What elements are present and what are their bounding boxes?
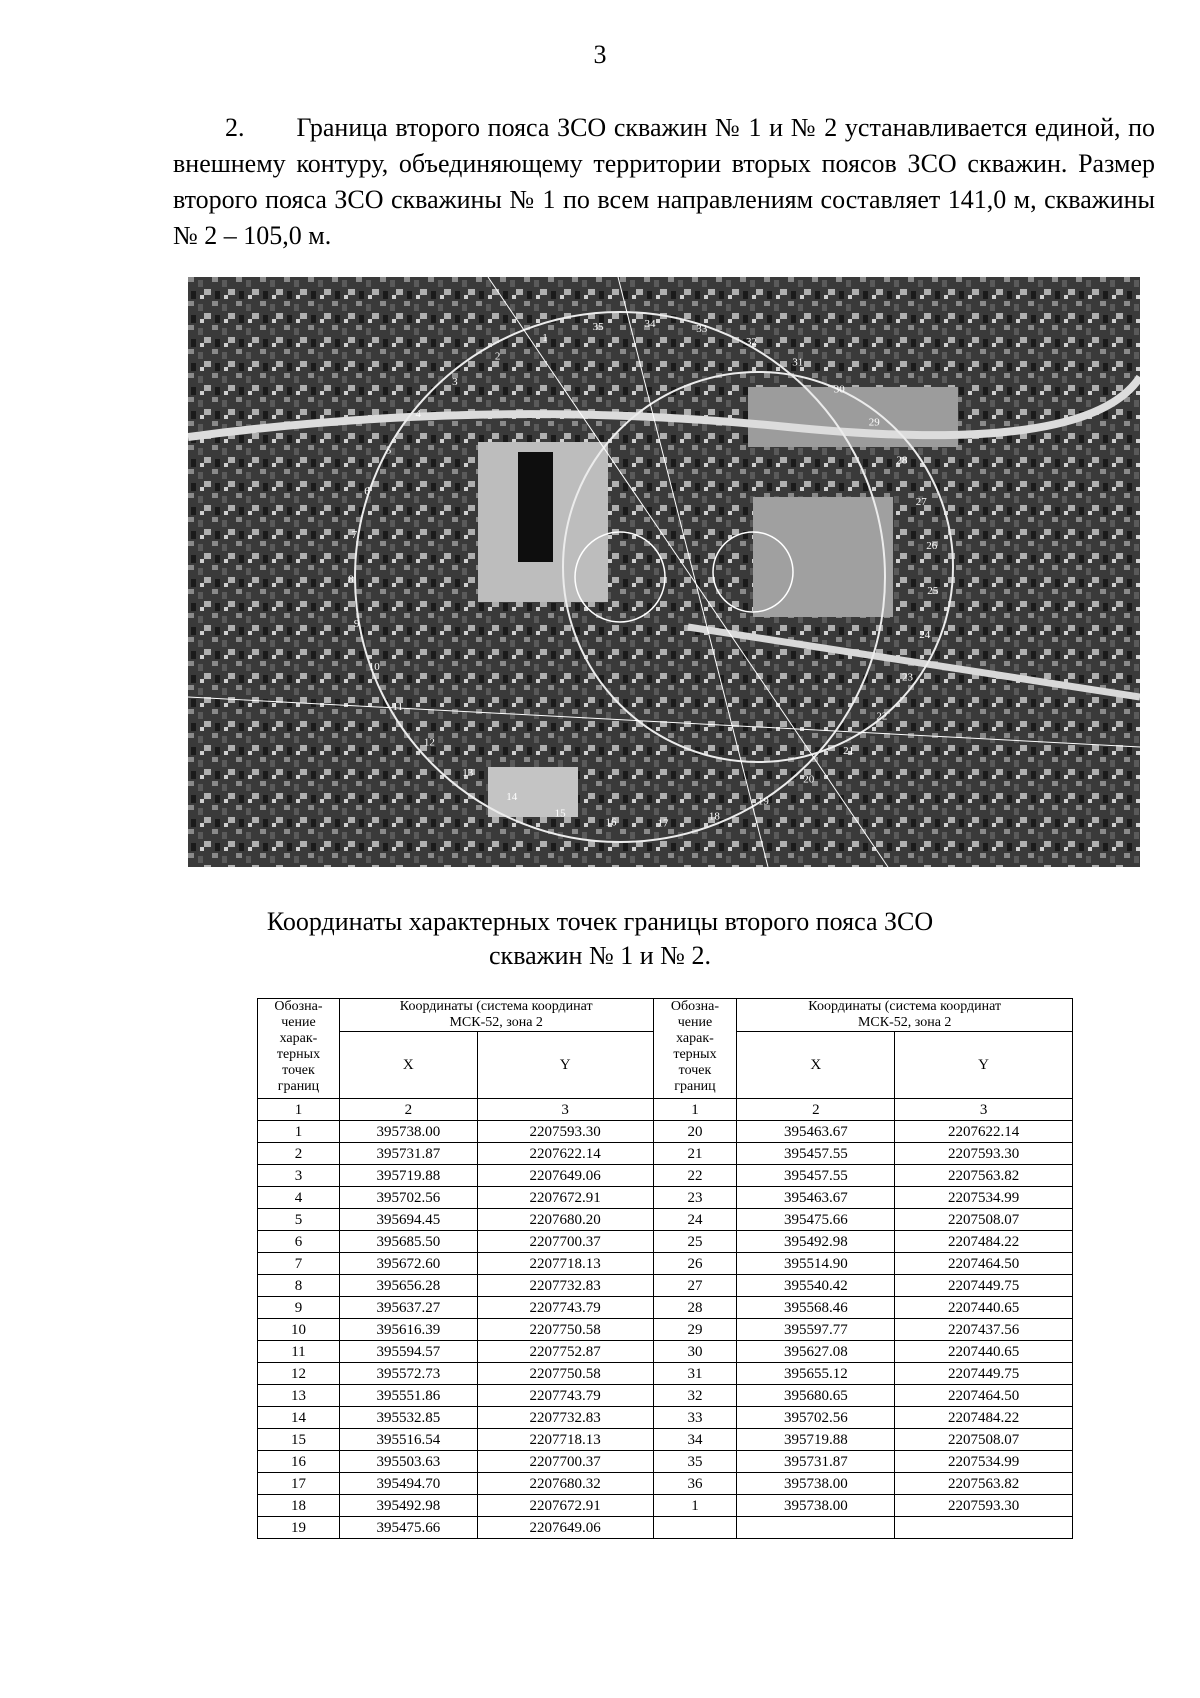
point-number: 25 [653, 1231, 737, 1253]
map-point-label: 4 [415, 407, 421, 420]
coord-x: 395738.00 [339, 1121, 477, 1143]
map-point-label: 33 [696, 323, 708, 336]
coord-y: 2207743.79 [477, 1297, 653, 1319]
coord-y: 2207484.22 [895, 1407, 1073, 1429]
coord-y: 2207464.50 [895, 1253, 1073, 1275]
map-svg [188, 277, 1140, 867]
table-row [258, 1451, 1073, 1473]
point-number: 3 [258, 1165, 340, 1187]
point-number: 1 [258, 1121, 340, 1143]
coord-x: 395457.55 [737, 1165, 895, 1187]
coord-x: 395672.60 [339, 1253, 477, 1275]
point-number: 33 [653, 1407, 737, 1429]
point-number: 18 [258, 1495, 340, 1517]
coord-y: 2207672.91 [477, 1187, 653, 1209]
coord-x: 395463.67 [737, 1121, 895, 1143]
coord-x: 395738.00 [737, 1495, 895, 1517]
map-point-label: 29 [868, 416, 880, 429]
coord-x: 395463.67 [737, 1187, 895, 1209]
paragraph-boundary: 2. Граница второго пояса ЗСО скважин № 1 и № 2 устанавливается единой, по внешнему контуру, объединяющему территории вторых поясов ЗСО скважин. Размер второго пояса ЗСО скважины № 1 по всем направлениям составляет 141,0 м, скважины № 2 – 105,0 м. [173, 113, 1155, 250]
coord-y: 2207622.14 [895, 1121, 1073, 1143]
map-point-label: 24 [919, 629, 931, 642]
building [753, 497, 893, 617]
map-point-label: 26 [926, 540, 938, 552]
header-y: Y [477, 1032, 653, 1099]
coord-y: 2207718.13 [477, 1429, 653, 1451]
map-point-label: 12 [423, 736, 435, 749]
map-point-label: 16 [605, 816, 617, 829]
map-point-label: 25 [927, 584, 939, 597]
point-number: 7 [258, 1253, 340, 1275]
coord-x: 395694.45 [339, 1209, 477, 1231]
table-row [258, 1187, 1073, 1209]
coord-x: 395656.28 [339, 1275, 477, 1297]
point-number: 30 [653, 1341, 737, 1363]
header-coordinates: Координаты (система координат МСК-52, зона 2 [339, 999, 653, 1032]
map-point-label: 31 [792, 356, 804, 369]
table-row [258, 1495, 1073, 1517]
coord-y: 2207700.37 [477, 1231, 653, 1253]
map-point-label: 13 [462, 766, 474, 779]
coord-y: 2207440.65 [895, 1297, 1073, 1319]
map-point-label: 15 [554, 807, 566, 820]
map-point-label: 19 [757, 795, 769, 808]
table-row [258, 1231, 1073, 1253]
point-number: 11 [258, 1341, 340, 1363]
map-point-label: 2 [494, 350, 501, 363]
map-point-label: 8 [348, 573, 354, 586]
table-row [258, 1121, 1073, 1143]
coord-y: 2207440.65 [895, 1341, 1073, 1363]
map-point-label: 7 [351, 528, 358, 541]
coord-y: 2207743.79 [477, 1385, 653, 1407]
coord-x: 395702.56 [339, 1187, 477, 1209]
map-point-label: 10 [368, 661, 380, 674]
point-number: 23 [653, 1187, 737, 1209]
point-number: 6 [258, 1231, 340, 1253]
map-point-label: 28 [896, 454, 908, 467]
coord-x: 395719.88 [339, 1165, 477, 1187]
map-point-label: 11 [392, 701, 403, 713]
point-number: 35 [653, 1451, 737, 1473]
map-point-label: 23 [902, 671, 913, 684]
coord-y: 2207534.99 [895, 1451, 1073, 1473]
coord-y: 2207750.58 [477, 1363, 653, 1385]
coord-y [895, 1517, 1073, 1539]
table-row [258, 1275, 1073, 1297]
coord-x: 395572.73 [339, 1363, 477, 1385]
point-number: 9 [258, 1297, 340, 1319]
column-number: 3 [477, 1099, 653, 1121]
column-number: 2 [737, 1099, 895, 1121]
point-number: 34 [653, 1429, 737, 1451]
point-number: 27 [653, 1275, 737, 1297]
water-pond [518, 452, 553, 562]
point-number: 20 [653, 1121, 737, 1143]
map-point-label: 35 [592, 321, 604, 334]
coord-x: 395475.66 [339, 1517, 477, 1539]
header-y: Y [895, 1032, 1073, 1099]
coord-x: 395719.88 [737, 1429, 895, 1451]
coord-y: 2207680.20 [477, 1209, 653, 1231]
coord-x: 395516.54 [339, 1429, 477, 1451]
table-heading-line1: Координаты характерных точек границы второго пояса ЗСО [266, 907, 934, 936]
coord-y: 2207464.50 [895, 1385, 1073, 1407]
column-number: 2 [339, 1099, 477, 1121]
column-number-row [258, 1099, 1073, 1121]
point-number: 24 [653, 1209, 737, 1231]
coord-x: 395457.55 [737, 1143, 895, 1165]
coord-x: 395597.77 [737, 1319, 895, 1341]
coord-y: 2207622.14 [477, 1143, 653, 1165]
coord-x [737, 1517, 895, 1539]
point-number: 16 [258, 1451, 340, 1473]
point-number: 10 [258, 1319, 340, 1341]
point-number: 14 [258, 1407, 340, 1429]
map-point-label: 18 [708, 810, 720, 823]
coord-x: 395616.39 [339, 1319, 477, 1341]
coord-x: 395540.42 [737, 1275, 895, 1297]
coord-y: 2207508.07 [895, 1429, 1073, 1451]
map-point-label: 3 [452, 376, 458, 389]
map-point-label: 6 [364, 485, 370, 498]
map-point-label: 22 [876, 710, 888, 723]
page-number: 3 [593, 40, 607, 69]
coordinates-table [257, 998, 1073, 1539]
coord-y: 2207508.07 [895, 1209, 1073, 1231]
header-point-designation: Обозна- чение харак- терных точек границ [653, 999, 737, 1099]
coord-x: 395637.27 [339, 1297, 477, 1319]
table-row [258, 1209, 1073, 1231]
map-point-label: 30 [833, 383, 845, 396]
table-row [258, 1517, 1073, 1539]
point-number: 32 [653, 1385, 737, 1407]
coord-y: 2207534.99 [895, 1187, 1073, 1209]
coord-y: 2207718.13 [477, 1253, 653, 1275]
coord-x: 395475.66 [737, 1209, 895, 1231]
coord-x: 395492.98 [339, 1495, 477, 1517]
column-number: 1 [258, 1099, 340, 1121]
point-number: 31 [653, 1363, 737, 1385]
table-row [258, 1253, 1073, 1275]
header-point-designation: Обозна- чение харак- терных точек границ [258, 999, 340, 1099]
point-number: 4 [258, 1187, 340, 1209]
table-row [258, 1319, 1073, 1341]
coord-y: 2207484.22 [895, 1231, 1073, 1253]
satellite-map [188, 277, 1140, 867]
point-number: 1 [653, 1495, 737, 1517]
table-row [258, 1473, 1073, 1495]
map-point-label: 9 [353, 618, 360, 631]
point-number: 13 [258, 1385, 340, 1407]
coord-x: 395627.08 [737, 1341, 895, 1363]
point-number: 2 [258, 1143, 340, 1165]
column-number: 1 [653, 1099, 737, 1121]
coord-y: 2207649.06 [477, 1517, 653, 1539]
point-number: 19 [258, 1517, 340, 1539]
point-number: 26 [653, 1253, 737, 1275]
coord-x: 395494.70 [339, 1473, 477, 1495]
map-point-label: 20 [803, 773, 815, 786]
coord-y: 2207563.82 [895, 1473, 1073, 1495]
coord-y: 2207732.83 [477, 1275, 653, 1297]
coord-x: 395594.57 [339, 1341, 477, 1363]
table-row [258, 1363, 1073, 1385]
coord-x: 395568.46 [737, 1297, 895, 1319]
point-number: 36 [653, 1473, 737, 1495]
coord-x: 395685.50 [339, 1231, 477, 1253]
map-point-label: 34 [644, 318, 656, 331]
coord-x: 395503.63 [339, 1451, 477, 1473]
map-point-label: 5 [385, 444, 392, 457]
point-number: 21 [653, 1143, 737, 1165]
coord-y: 2207649.06 [477, 1165, 653, 1187]
table-row [258, 1341, 1073, 1363]
table-row [258, 1165, 1073, 1187]
point-number: 12 [258, 1363, 340, 1385]
map-point-label: 1 [542, 332, 548, 344]
coord-x: 395731.87 [737, 1451, 895, 1473]
coord-x: 395655.12 [737, 1363, 895, 1385]
table-row [258, 1297, 1073, 1319]
coord-x: 395738.00 [737, 1473, 895, 1495]
column-number: 3 [895, 1099, 1073, 1121]
coord-y: 2207752.87 [477, 1341, 653, 1363]
header-x: X [737, 1032, 895, 1099]
point-number: 22 [653, 1165, 737, 1187]
coord-x: 395492.98 [737, 1231, 895, 1253]
map-point-label: 32 [746, 336, 757, 348]
point-number: 8 [258, 1275, 340, 1297]
coord-y: 2207563.82 [895, 1165, 1073, 1187]
point-number: 17 [258, 1473, 340, 1495]
coord-y: 2207449.75 [895, 1275, 1073, 1297]
coord-y: 2207700.37 [477, 1451, 653, 1473]
table-heading [0, 905, 1200, 973]
header-x: X [339, 1032, 477, 1099]
point-number: 28 [653, 1297, 737, 1319]
coord-x: 395551.86 [339, 1385, 477, 1407]
coord-y: 2207437.56 [895, 1319, 1073, 1341]
table-row [258, 1143, 1073, 1165]
table-row [258, 1385, 1073, 1407]
coord-x: 395702.56 [737, 1407, 895, 1429]
table-row [258, 1429, 1073, 1451]
coord-x: 395680.65 [737, 1385, 895, 1407]
coord-x: 395731.87 [339, 1143, 477, 1165]
point-number: 5 [258, 1209, 340, 1231]
coord-y: 2207680.32 [477, 1473, 653, 1495]
point-number: 29 [653, 1319, 737, 1341]
coord-y: 2207750.58 [477, 1319, 653, 1341]
coordinates-body [258, 1121, 1073, 1539]
map-point-label: 21 [843, 744, 855, 757]
table-heading-line2: скважин № 1 и № 2. [489, 941, 711, 970]
coord-y: 2207449.75 [895, 1363, 1073, 1385]
header-coordinates: Координаты (система координат МСК-52, зона 2 [737, 999, 1073, 1032]
coord-y: 2207593.30 [895, 1495, 1073, 1517]
map-point-label: 17 [657, 817, 669, 830]
table-row [258, 1407, 1073, 1429]
coord-y: 2207672.91 [477, 1495, 653, 1517]
coord-x: 395514.90 [737, 1253, 895, 1275]
coord-x: 395532.85 [339, 1407, 477, 1429]
point-number [653, 1517, 737, 1539]
map-point-label: 14 [506, 790, 518, 803]
coord-y: 2207593.30 [895, 1143, 1073, 1165]
map-point-label: 27 [915, 496, 927, 509]
coord-y: 2207732.83 [477, 1407, 653, 1429]
coord-y: 2207593.30 [477, 1121, 653, 1143]
point-number: 15 [258, 1429, 340, 1451]
